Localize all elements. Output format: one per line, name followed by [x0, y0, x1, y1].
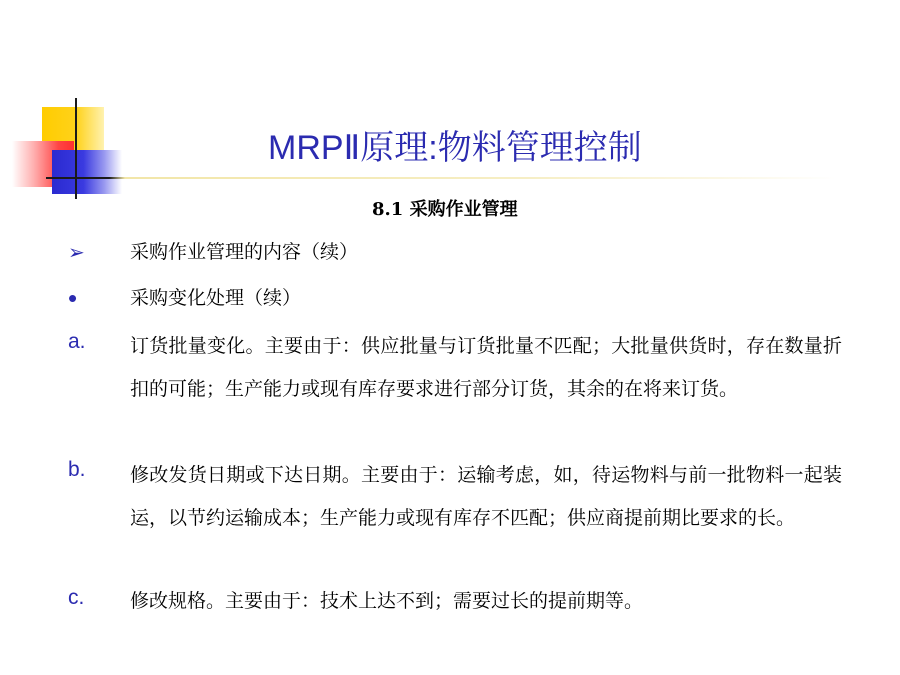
dot-bullet-icon: • [68, 283, 78, 313]
list-item-text: 修改规格。主要由于：技术上达不到；需要过长的提前期等。 [130, 590, 644, 612]
blue-gradient-decoration [52, 150, 122, 194]
list-item-text: 订货批量变化。主要由于：供应批量与订货批量不匹配；大批量供货时，存在数量折扣的可能；生产能力或现有库存要求进行部分订货，其余的在将来订货。 [130, 335, 842, 400]
slide-subtitle: 8.1 采购作业管理 [372, 199, 518, 220]
list-item-text: 修改发货日期或下达日期。主要由于：运输考虑，如，待运物料与前一批物料一起装运，以节约运输成本；生产能力或现有库存不匹配；供应商提前期比要求的长。 [130, 464, 842, 529]
vertical-rule [75, 98, 77, 199]
list-marker-b: b. [68, 458, 86, 481]
list-item-text: 采购变化处理（续） [130, 287, 302, 309]
slide-title: MRPⅡ原理:物料管理控制 [268, 129, 642, 167]
title-underline [46, 177, 836, 179]
arrow-bullet-icon: ➢ [68, 242, 85, 264]
list-marker-a: a. [68, 330, 86, 353]
list-item-text: 采购作业管理的内容（续） [130, 241, 359, 263]
list-marker-c: c. [68, 586, 85, 609]
